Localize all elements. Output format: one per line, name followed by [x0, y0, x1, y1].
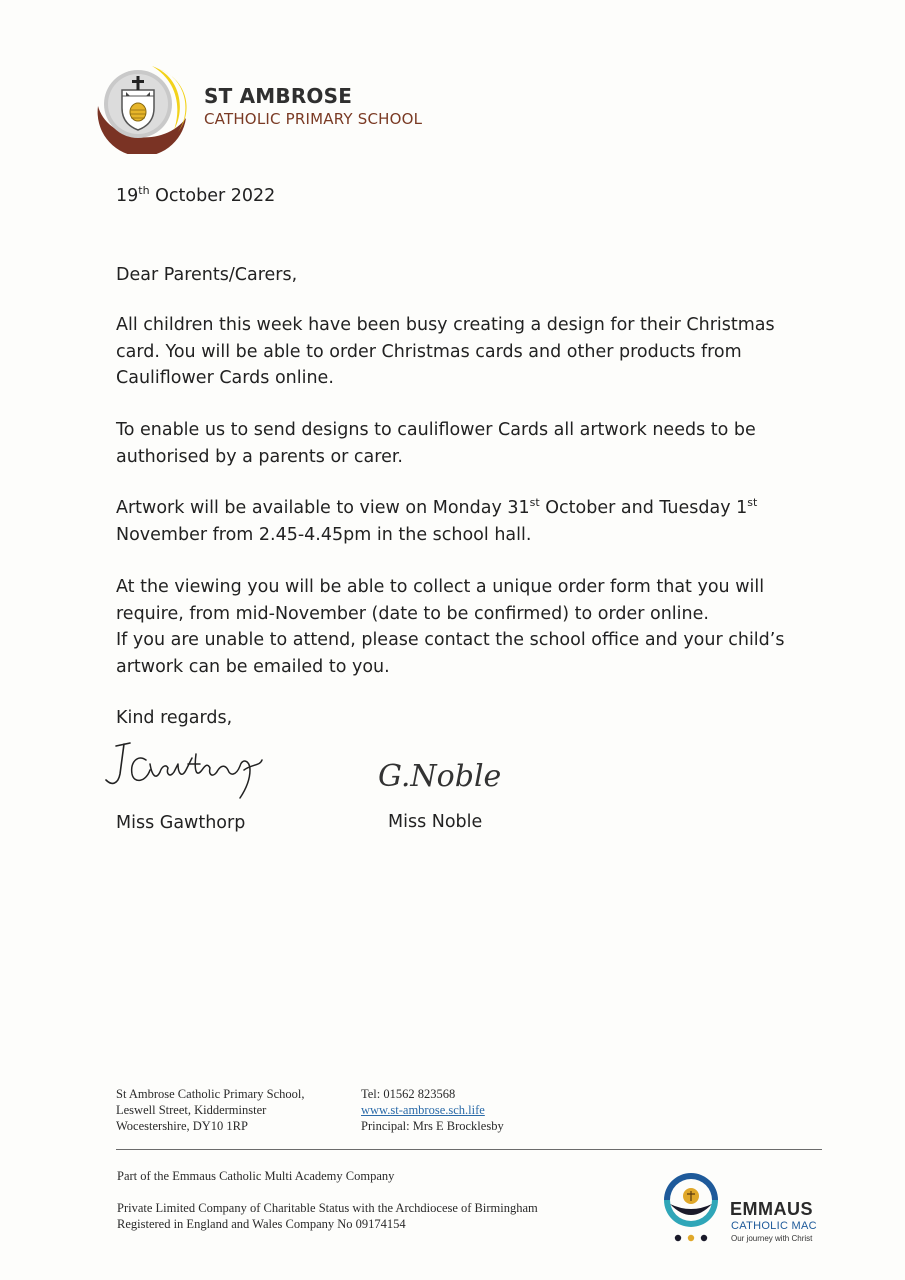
footer-divider: [116, 1149, 822, 1150]
closing: Kind regards,: [116, 708, 233, 728]
charity-info: Private Limited Company of Charitable Status with the Archdiocese of Birmingham Registered in England and Wales Company No 09174154: [117, 1201, 538, 1231]
signatory-noble: Miss Noble: [388, 812, 483, 832]
school-address: St Ambrose Catholic Primary School, Leswell Street, Kidderminster Wocestershire, DY10 1RP: [116, 1087, 305, 1133]
school-contact: [361, 1086, 504, 1134]
signature-noble: [374, 750, 514, 800]
letter-date: 19th October 2022: [116, 184, 276, 206]
website-link[interactable]: www.st-ambrose.sch.life: [361, 1103, 485, 1117]
signatory-gawthorp: Miss Gawthorp: [116, 813, 246, 833]
signature-gawthorp: [100, 730, 280, 800]
emmaus-logo-icon: [660, 1170, 722, 1246]
school-logo: [94, 62, 190, 154]
telephone: Tel: 01562 823568: [361, 1087, 456, 1101]
paragraph-cards: All children this week have been busy creating a design for their Christmas card. You will be able to order Christmas cards and other products from Cauliflower Cards online.: [116, 315, 775, 388]
company-line: Part of the Emmaus Catholic Multi Academy Company: [117, 1169, 395, 1183]
paragraph-order-form: At the viewing you will be able to collect a unique order form that you will require, from mid-November (date to be confirmed) to order online. If you are unable to attend, please contact the school office and your child’s artwork can be emailed to you.: [116, 577, 785, 677]
school-name: ST AMBROSE: [204, 84, 353, 108]
svg-text:G.Noble: G.Noble: [378, 759, 502, 794]
school-subtitle: CATHOLIC PRIMARY SCHOOL: [204, 110, 423, 128]
salutation: Dear Parents/Carers,: [116, 265, 298, 285]
paragraph-authorisation: To enable us to send designs to cauliflower Cards all artwork needs to be authorised by a parents or carer.: [116, 420, 756, 467]
emmaus-tagline: Our journey with Christ: [731, 1234, 813, 1243]
emmaus-name: EMMAUS: [730, 1199, 813, 1219]
principal: Principal: Mrs E Brocklesby: [361, 1119, 504, 1133]
paragraph-viewing-dates: Artwork will be available to view on Monday 31st October and Tuesday 1st November from 2.45-4.45pm in the school hall.: [116, 496, 758, 545]
emmaus-subtitle: CATHOLIC MAC: [731, 1220, 817, 1232]
